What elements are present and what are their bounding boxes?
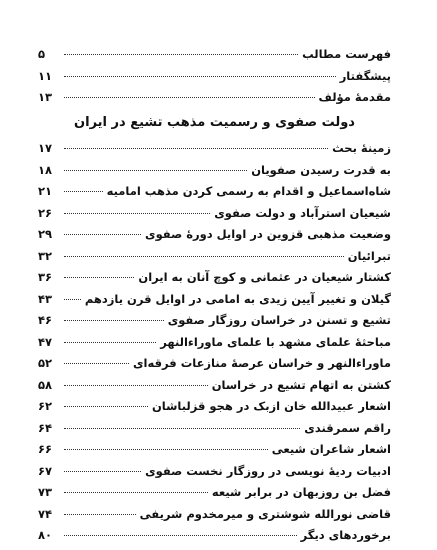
toc-entry-title: شیعیان استرآباد و دولت صفوی	[214, 205, 391, 220]
dot-leader	[64, 320, 164, 321]
toc-entry-page-number: ۴۳	[38, 291, 53, 306]
toc-entry-title: اشعار عبیدالله خان ازبک در هجو قزلباشان	[151, 399, 391, 413]
toc-entry-page-number: ۱۸	[38, 162, 53, 177]
toc-entry	[38, 464, 391, 486]
dot-leader	[64, 428, 300, 429]
toc-entry-title: وضعیت مذهبی قزوین در اوایل دورهٔ صفوی	[145, 227, 391, 241]
toc-entry-title: زمینهٔ بحث	[332, 141, 391, 155]
toc-entry	[38, 335, 391, 357]
toc-entry-page-number: ۳۶	[38, 270, 53, 284]
toc-entry-page-number: ۵	[38, 47, 46, 61]
dot-leader	[64, 213, 210, 214]
toc-entry-title: شاه‌اسماعیل و اقدام به رسمی کردن مذهب امامیه	[106, 184, 391, 198]
toc-entry-title: گیلان و تغییر آیین زیدی به امامی در اوایل قرن یازدهم	[84, 291, 391, 306]
toc-entry-page-number: ۴۷	[38, 334, 53, 349]
dot-leader	[64, 406, 148, 407]
toc-entry	[38, 249, 391, 271]
toc-entry-page-number: ۳۲	[38, 248, 53, 263]
dot-leader	[64, 299, 81, 300]
toc-entry-title: ماوراءالنهر و خراسان عرصهٔ منازعات فرقه‌ای	[133, 356, 391, 370]
toc-entry	[38, 90, 391, 112]
toc-entry-title: راقم سمرقندی	[304, 420, 391, 435]
toc-entry-page-number: ۲۹	[38, 227, 53, 241]
toc-entry	[38, 442, 391, 464]
toc-entry-page-number: ۶۲	[38, 399, 53, 413]
toc-entry	[38, 270, 391, 292]
dot-leader	[64, 191, 103, 192]
toc-entry-title: مباحثهٔ علمای مشهد با علمای ماوراءالنهر	[160, 334, 391, 349]
toc-entry	[38, 163, 391, 185]
toc-entry-page-number: ۷۴	[38, 506, 53, 521]
toc-entry-title: کشتن به اتهام تشیع در خراسان	[211, 377, 391, 392]
toc-entry-title: تبرائیان	[347, 248, 391, 263]
toc-entry-page-number: ۲۶	[38, 205, 53, 220]
toc-entry	[38, 507, 391, 529]
toc-entry-page-number: ۱۳	[38, 90, 53, 104]
dot-leader	[64, 148, 328, 149]
dot-leader	[64, 170, 247, 171]
dot-leader	[64, 363, 129, 364]
toc-entry	[38, 141, 391, 163]
toc-entry	[38, 356, 391, 378]
dot-leader	[64, 492, 208, 493]
dot-leader	[64, 385, 208, 386]
toc-entry-page-number: ۴۶	[38, 313, 53, 327]
toc-entry-title: به قدرت رسیدن صفویان	[251, 162, 391, 177]
toc-entry-page-number: ۵۲	[38, 356, 53, 370]
dot-leader	[64, 234, 141, 235]
toc-entry-page-number: ۷۳	[38, 485, 53, 499]
toc-entry	[38, 184, 391, 206]
toc-entry	[38, 485, 391, 507]
toc-entry-title: قاضی نورالله شوشتری و میرمخدوم شریفی	[139, 506, 391, 521]
toc-entry	[38, 528, 391, 550]
toc-entry	[38, 421, 391, 443]
dot-leader	[64, 54, 298, 55]
toc-entry	[38, 378, 391, 400]
toc-entry-title: فضل بن روزبهان در برابر شیعه	[211, 485, 391, 499]
toc-entry-title: مقدمهٔ مؤلف	[318, 90, 391, 104]
toc-entry	[38, 292, 391, 314]
toc-entry	[38, 313, 391, 335]
toc-entry-page-number: ۶۴	[38, 420, 53, 435]
toc-entry-title: کشتار شیعیان در عثمانی و کوچ آنان به ایران	[138, 270, 391, 284]
dot-leader	[64, 342, 156, 343]
toc-entry-title: پیشگفتار	[339, 68, 391, 83]
section-heading: دولت صفوی و رسمیت مذهب تشیع در ایران	[74, 115, 355, 130]
dot-leader	[64, 471, 141, 472]
toc-entry-title: برخوردهای دیگر	[300, 528, 391, 542]
dot-leader	[64, 514, 136, 515]
toc-entry-title: ادبیات ردیهٔ نویسی در روزگار نخست صفوی	[145, 463, 391, 478]
dot-leader	[64, 277, 134, 278]
toc-entry-title: اشعار شاعران شیعی	[271, 442, 391, 456]
toc-entry	[38, 47, 391, 69]
dot-leader	[64, 97, 315, 98]
dot-leader	[64, 449, 268, 450]
section-entries-list	[38, 141, 391, 550]
toc-entry-page-number: ۸۰	[38, 528, 53, 542]
toc-entry-page-number: ۲۱	[38, 184, 53, 198]
toc-entry-page-number: ۱۷	[38, 141, 53, 155]
toc-entry-page-number: ۱۱	[38, 68, 53, 83]
toc-entry	[38, 206, 391, 228]
toc-entry	[38, 69, 391, 91]
dot-leader	[64, 76, 336, 77]
toc-entry-title: تشیع و تسنن در خراسان روزگار صفوی	[167, 313, 391, 327]
toc-entry-page-number: ۶۷	[38, 463, 53, 478]
dot-leader	[64, 256, 344, 257]
front-matter-list	[38, 47, 391, 112]
toc-entry	[38, 227, 391, 249]
toc-entry-page-number: ۶۶	[38, 442, 53, 456]
dot-leader	[64, 535, 297, 536]
toc-entry-page-number: ۵۸	[38, 377, 53, 392]
toc-entry-title: فهرست مطالب	[302, 47, 391, 61]
toc-entry	[38, 399, 391, 421]
